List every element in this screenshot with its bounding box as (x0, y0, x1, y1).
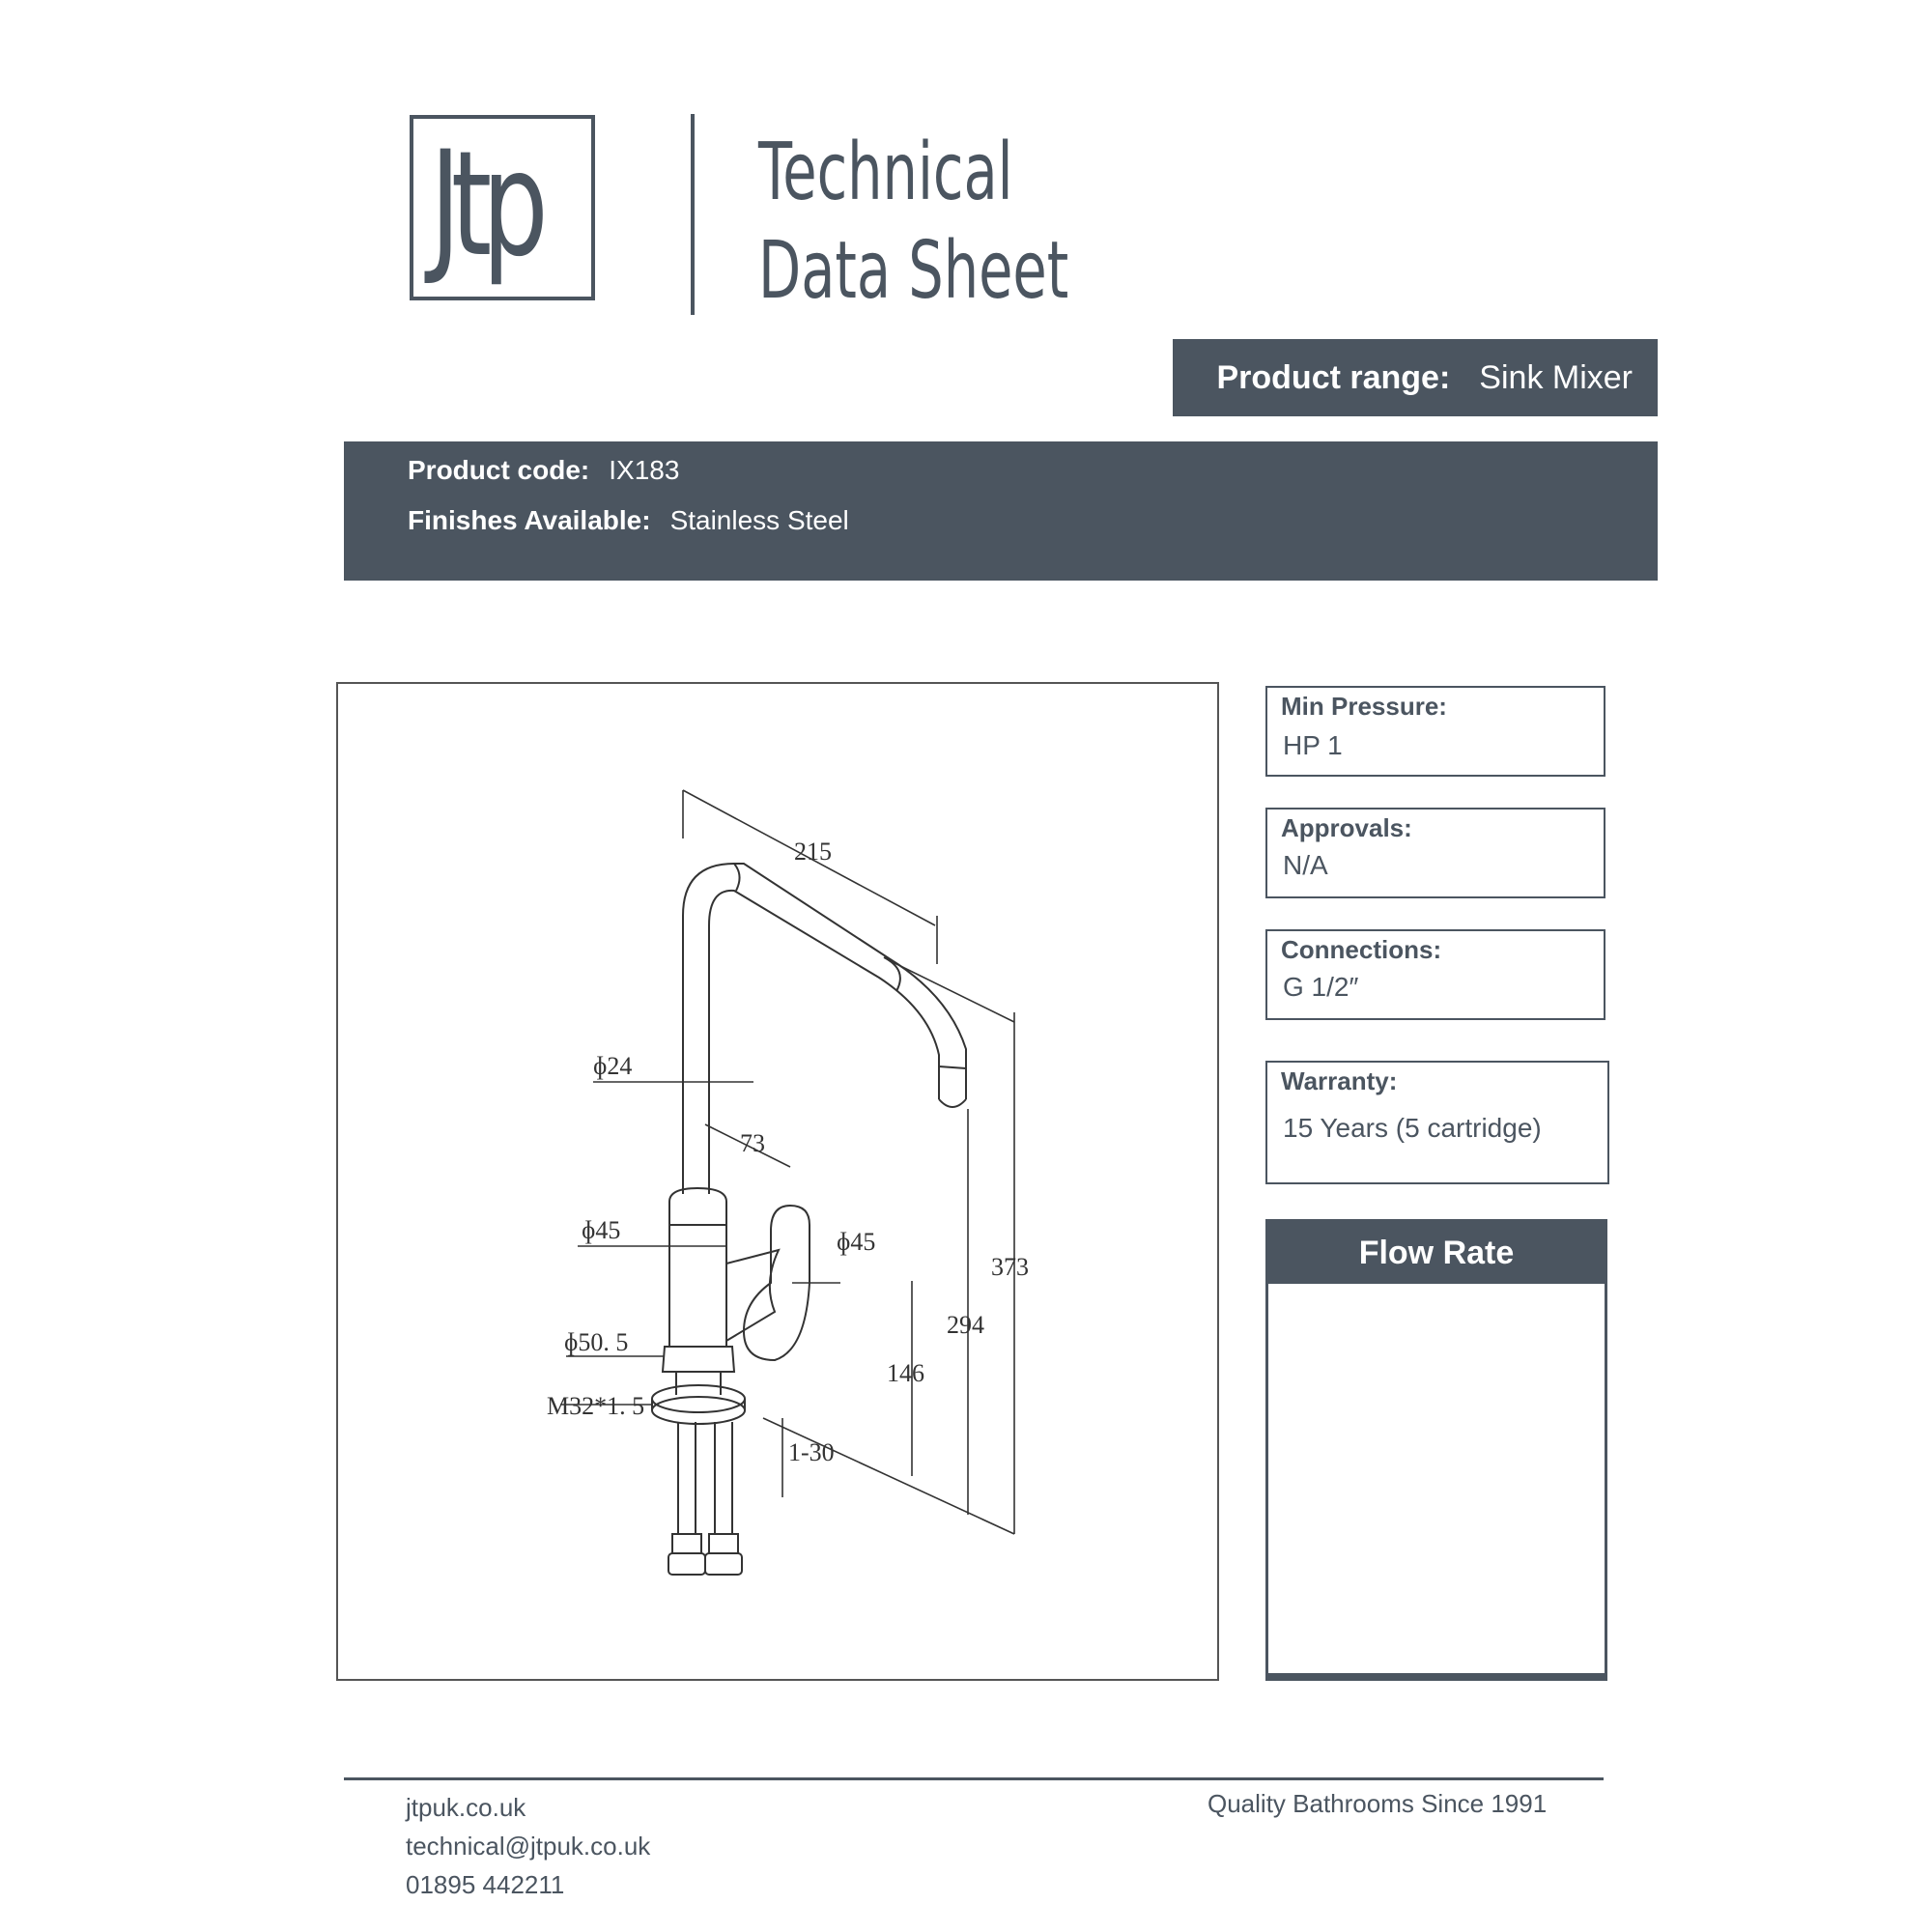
faucet-drawing (338, 684, 1221, 1683)
flow-rate-title: Flow Rate (1268, 1222, 1605, 1284)
header-divider (691, 114, 695, 315)
product-range-value: Sink Mixer (1479, 358, 1633, 396)
spec-label: Min Pressure: (1281, 692, 1447, 721)
dim-d24: ɸ24 (593, 1052, 633, 1080)
hose-left (678, 1422, 696, 1534)
dim-73: 73 (740, 1129, 765, 1157)
finishes-label: Finishes Available: (408, 505, 651, 535)
title-line-2: Data Sheet (758, 225, 1069, 317)
mixer-body (669, 1188, 726, 1347)
footer-tagline: Quality Bathrooms Since 1991 (1208, 1789, 1548, 1818)
dim-294: 294 (947, 1311, 984, 1339)
dim-d45-body: ɸ45 (582, 1216, 621, 1244)
dim-1-30: 1-30 (788, 1438, 835, 1466)
spout-ring (939, 1066, 966, 1068)
footer-email: technical@jtpuk.co.uk (406, 1832, 651, 1861)
product-code-label: Product code: (408, 455, 590, 485)
document-title (758, 124, 1068, 321)
spec-value: HP 1 (1283, 730, 1343, 760)
product-info-bar (344, 441, 1658, 581)
product-range-bar (1173, 339, 1658, 416)
spec-connections (1265, 929, 1605, 1020)
spec-warranty (1265, 1061, 1609, 1184)
hose-right (715, 1422, 732, 1534)
finishes-value: Stainless Steel (669, 505, 849, 535)
logo-text: Jtp (430, 121, 539, 289)
footer-website: jtpuk.co.uk (406, 1793, 526, 1822)
dim-d45-handle: ɸ45 (837, 1228, 876, 1256)
dimension-lines (560, 790, 1014, 1534)
spout-outer (683, 864, 966, 1194)
finishes-row (408, 505, 849, 536)
spec-value: G 1/2″ (1283, 972, 1359, 1002)
base-ring (663, 1347, 734, 1372)
technical-drawing (336, 682, 1219, 1681)
title-line-1: Technical (758, 127, 1013, 218)
spec-value: 15 Years (5 cartridge) (1283, 1113, 1542, 1143)
footer-divider (344, 1777, 1604, 1780)
dim-146: 146 (887, 1359, 924, 1387)
spec-value: N/A (1283, 850, 1328, 880)
spec-label: Connections: (1281, 935, 1442, 964)
dim-d50: ɸ50. 5 (564, 1328, 629, 1356)
spec-label: Warranty: (1281, 1066, 1398, 1095)
flow-rate-footer-bar (1268, 1673, 1605, 1678)
dim-m32: M32*1. 5 (547, 1392, 645, 1420)
dim-373: 373 (991, 1253, 1029, 1281)
jtp-logo (410, 115, 595, 300)
mounting-nut (652, 1385, 745, 1412)
flow-rate-panel (1265, 1219, 1607, 1681)
product-range-label: Product range: (1216, 358, 1451, 396)
spec-min-pressure (1265, 686, 1605, 777)
product-code-value: IX183 (609, 455, 680, 485)
spec-label: Approvals: (1281, 813, 1412, 842)
spout-tip (939, 1099, 966, 1107)
spec-approvals (1265, 808, 1605, 898)
footer-phone: 01895 442211 (406, 1870, 565, 1899)
product-code-row (408, 455, 679, 486)
dim-215: 215 (794, 838, 832, 866)
